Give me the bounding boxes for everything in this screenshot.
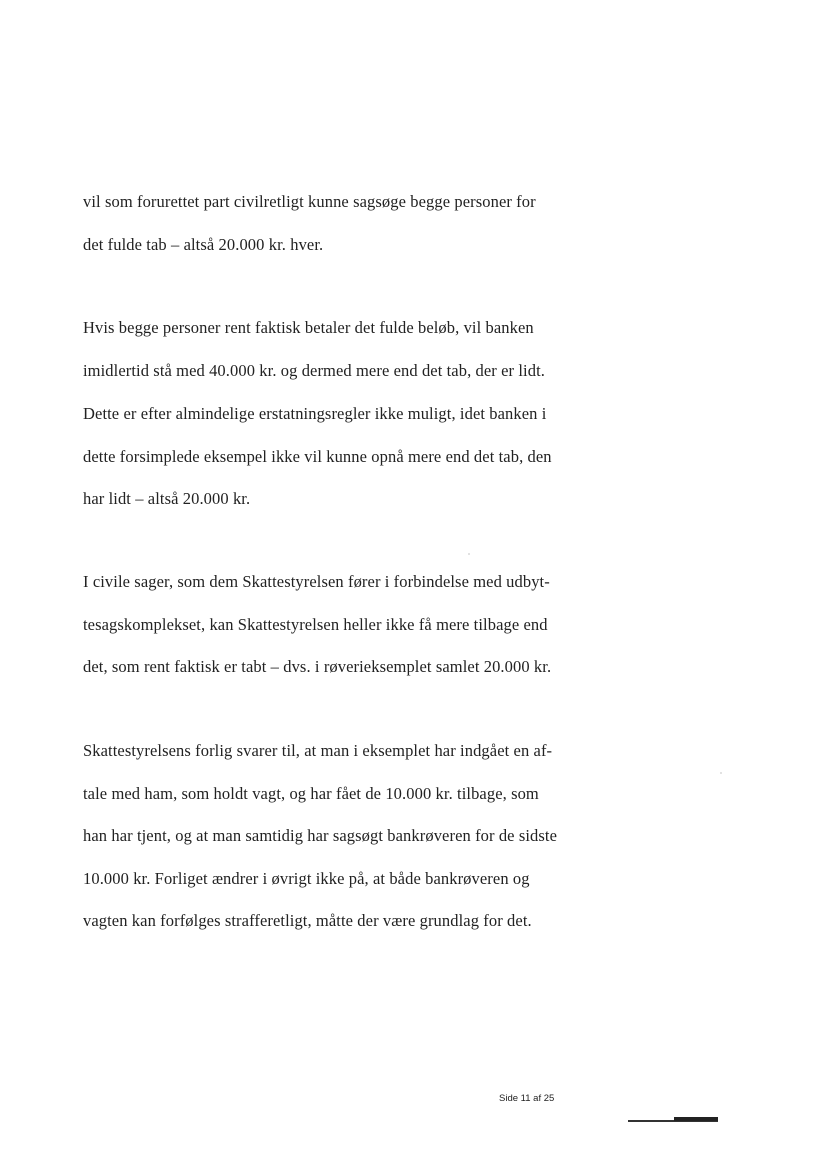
footer-rule — [628, 1117, 718, 1123]
scan-speck — [720, 772, 722, 774]
text-line: Hvis begge personer rent faktisk betaler det fulde beløb, vil banken — [83, 318, 534, 337]
text-line: Skattestyrelsens forlig svarer til, at man i eksemplet har indgået en af- — [83, 741, 553, 760]
text-line: det fulde tab – altså 20.000 kr. hver. — [83, 235, 324, 254]
text-line: tale med ham, som holdt vagt, og har fået de 10.000 kr. tilbage, som — [83, 784, 539, 803]
scan-speck — [468, 553, 470, 555]
text-line: Dette er efter almindelige erstatningsregler ikke muligt, idet banken i — [83, 404, 547, 423]
text-line: 10.000 kr. Forliget ændrer i øvrigt ikke på, at både bankrøveren og — [83, 869, 530, 888]
text-line: dette forsimplede eksempel ikke vil kunne opnå mere end det tab, den — [83, 447, 552, 466]
text-line: har lidt – altså 20.000 kr. — [83, 489, 251, 508]
text-line: I civile sager, som dem Skattestyrelsen fører i forbindelse med udbyt- — [83, 572, 550, 591]
text-line: tesagskomplekset, kan Skattestyrelsen heller ikke få mere tilbage end — [83, 615, 548, 634]
text-line: han har tjent, og at man samtidig har sagsøgt bankrøveren for de sidste — [83, 826, 558, 845]
text-line: vil som forurettet part civilretligt kunne sagsøge begge personer for — [83, 192, 536, 211]
text-line: det, som rent faktisk er tabt – dvs. i røverieksemplet samlet 20.000 kr. — [83, 657, 552, 676]
page-number: Side 11 af 25 — [499, 1093, 555, 1104]
text-line: imidlertid stå med 40.000 kr. og dermed mere end det tab, der er lidt. — [83, 361, 545, 380]
text-line: vagten kan forfølges strafferetligt, måtte der være grundlag for det. — [83, 911, 532, 930]
